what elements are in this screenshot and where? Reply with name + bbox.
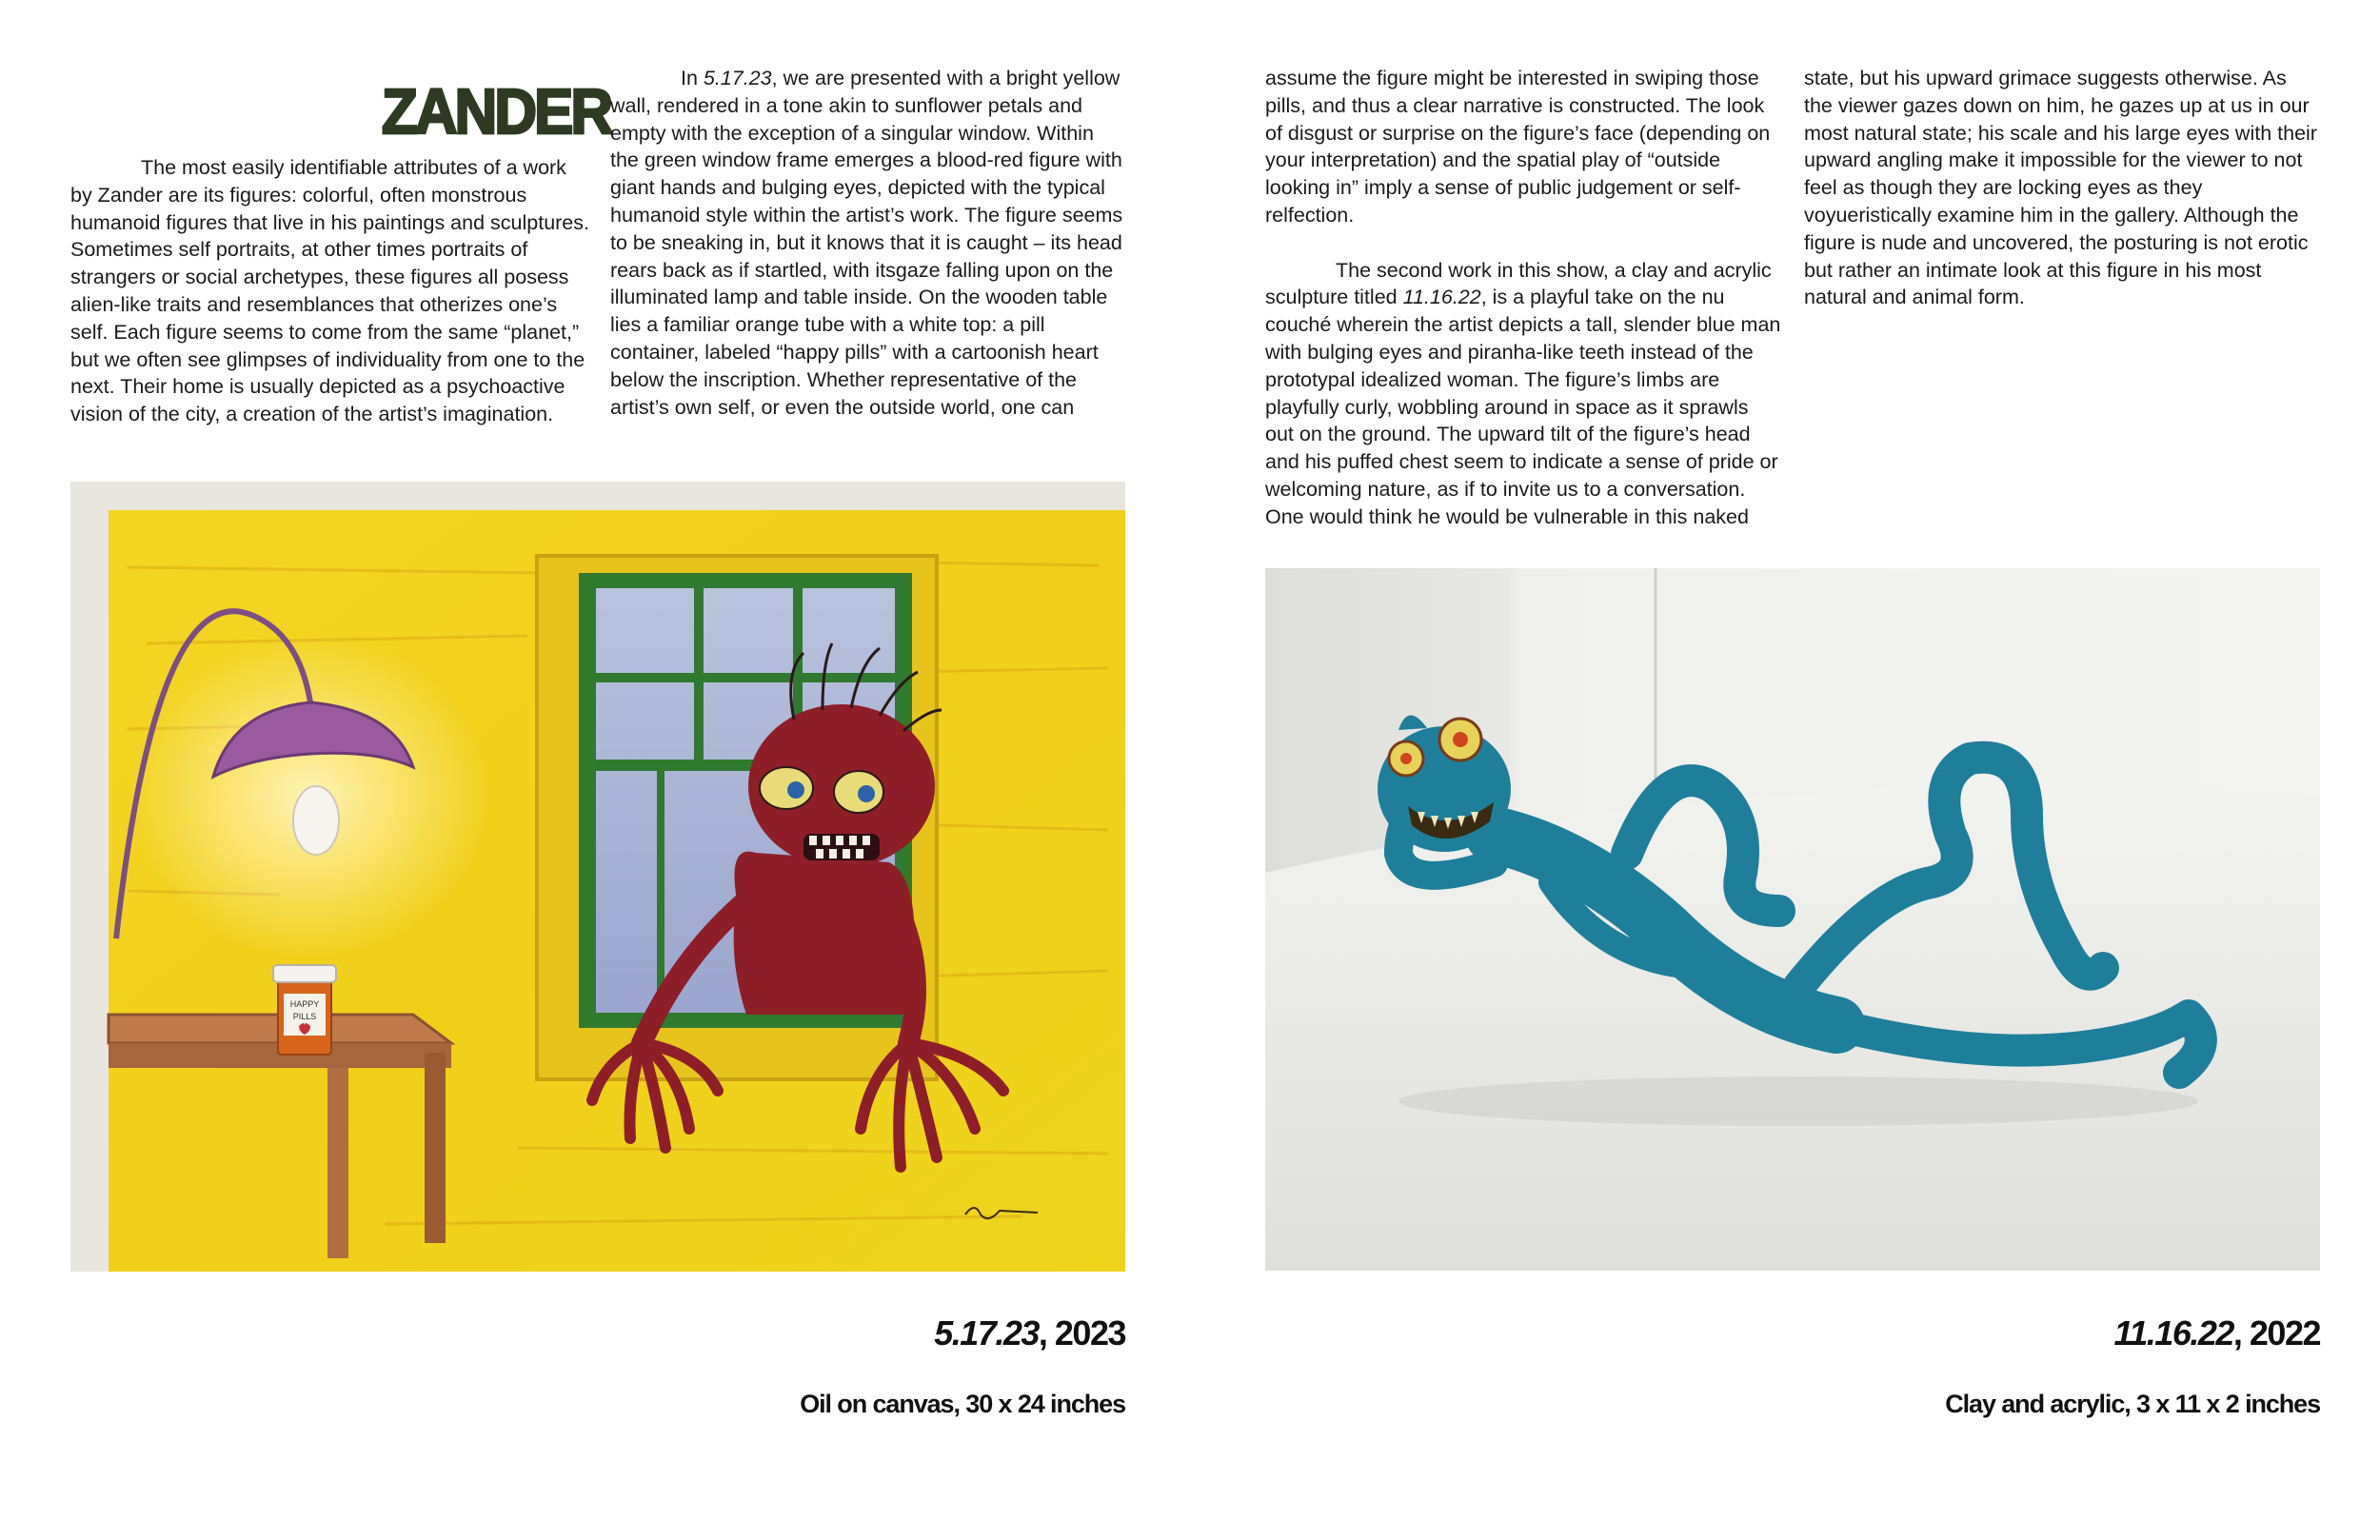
painting-paragraph-title: 5.17.23 xyxy=(703,67,772,89)
sculpture-image xyxy=(1265,568,2320,1271)
artist-title xyxy=(381,75,611,148)
sculpture-caption-title xyxy=(1790,1313,2320,1353)
sculpture-caption-name: 11.16.22 xyxy=(2113,1313,2233,1352)
pill-cap xyxy=(273,965,336,982)
painting-caption-title xyxy=(666,1313,1125,1353)
sculpture-paragraph-title: 11.16.22 xyxy=(1402,286,1481,309)
painting-caption-medium: Oil on canvas, 30 x 24 inches xyxy=(800,1390,1125,1418)
continued-paragraph: assume the figure might be interested in swiping those pills, and thus a clear narrative is constructed. The look of disgust or surprise on the figure’s face (depending on your interpretation) and the spatial play of “outside looking in” imply a sense of public judgement or self-relfection. xyxy=(1265,67,1771,227)
pill-label-line1: HAPPY xyxy=(289,999,320,1009)
lamp-bulb xyxy=(293,786,339,855)
figure-torso xyxy=(734,852,915,1015)
sculpture-caption-medium: Clay and acrylic, 3 x 11 x 2 inches xyxy=(1945,1390,2320,1418)
intro-paragraph: The most easily identifiable attributes of a work by Zander are its figures: colorful, often monstrous humanoid figures that live in his paintings and sculptures. Sometimes self portraits, at other times portraits of strangers or social archetypes, these figures all posess alien-like traits and resemblances that otherizes one’s self. Each figure seems to come from the same “planet,” but we often see glimpses of individuality from one to the next. Their home is usually depicted as a psychoactive vision of the city, a creation of the artist’s imagination. xyxy=(70,156,589,426)
painting-image xyxy=(70,482,1125,1272)
painting-paragraph-rest: , we are presented with a bright yellow wall, rendered in a tone akin to sunflower petals and empty with the exception of a singular window. Within the green window frame emerges a blood-red figure with giant hands and bulging eyes, depicted with the typical humanoid style within the artist’s work. The figure seems to be sneaking in, but it knows that it is caught – its head rears back as if startled, with itsgaze falling upon on the illuminated lamp and table inside. On the wooden table lies a familiar orange tube with a white top: a pill container, labeled “happy pills” with a cartoonish heart below the inscription. Whether representative of the artist’s own self, or even the outside world, one can xyxy=(610,67,1123,419)
sculpture-paragraph xyxy=(1265,257,1781,531)
pill-label-line2: PILLS xyxy=(292,1012,317,1021)
artist-name: ZANDER xyxy=(381,75,611,148)
text-column-1 xyxy=(70,154,592,428)
closing-paragraph: state, but his upward grimace suggests otherwise. As the viewer gazes down on him, he gazes up at us in our most natural state; his scale and his large eyes with their upward angling make it impossible for the viewer to not feel as though they are locking eyes as they voyueristically examine him in the gallery. Although the figure is nude and uncovered, the posturing is not erotic but rather an intimate look at this figure in his most natural and animal form. xyxy=(1804,67,2317,309)
text-column-2 xyxy=(610,65,1124,421)
sculpture-paragraph-start: The second work in this show, a clay and acrylic sculpture titled xyxy=(1265,258,1772,309)
text-column-4 xyxy=(1804,65,2318,311)
sculpture-caption-year: , 2022 xyxy=(2232,1313,2320,1352)
painting-caption-name: 5.17.23 xyxy=(934,1313,1039,1352)
text-column-3 xyxy=(1265,65,1781,531)
artist-title-graphic xyxy=(381,75,611,148)
painting-paragraph-start: In xyxy=(681,67,704,89)
painting-caption-year: , 2023 xyxy=(1038,1313,1125,1352)
painting-paragraph xyxy=(610,65,1124,421)
sculpture-paragraph-rest: , is a playful take on the nu couché wherein the artist depicts a tall, slender blue man with bulging eyes and piranha-like teeth instead of the prototypal idealized woman. The figure’s limbs are playfully curly, wobbling around in space as it sprawls out on the ground. The upward tilt of the figure’s head and his puffed chest seem to indicate a sense of pride or welcoming nature, as if to invite us to a conversation. One would think he would be vulnerable in this naked xyxy=(1265,286,1781,528)
